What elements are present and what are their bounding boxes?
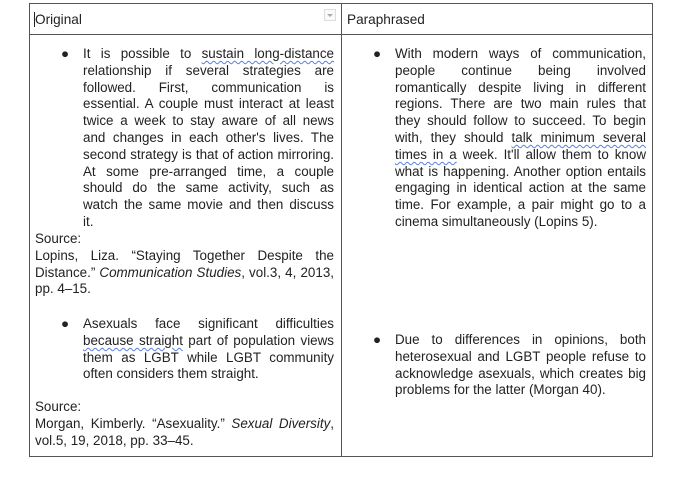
paraphrase-text-1: With modern ways of communication, people continue being involved romantically despite living in different regions. There are two main rules that they should follow to succeed. To begin with, they should talk minimum several times in a week. It'll allow them to know what is happening. Another option entails engaging in identical action at the same time. For example, a pair might go to a cinema simultaneously (Lopins 5). — [395, 46, 646, 229]
citation-1: Lopins, Liza. “Staying Together Despite the Distance.” Communication Studies, vol.3, 4, 2013, pp. 4–15. — [35, 247, 334, 297]
header-original-label: Original — [35, 12, 82, 27]
spellcheck-underline: talk minimum several times in a — [395, 129, 646, 162]
original-text-2: Asexuals face significant difficulties because straight part of population views them as LGBT while LGBT community often considers them straight. — [83, 316, 334, 382]
comparison-table — [29, 3, 653, 457]
source-block-1[interactable] — [35, 231, 334, 298]
original-text-1: It is possible to sustain long-distance relationship if several strategies are followed. First, communication is essential. A couple must interact at least twice a week to stay aware of all news and changes in each other's lives. The second strategy is that of action mirroring. At some pre-arranged time, a couple should do the same activity, such as watch the same movie and then discuss it. — [83, 46, 334, 229]
text-cursor — [34, 12, 35, 27]
spellcheck-underline: because straight — [83, 332, 183, 348]
bullet-dot: ● — [61, 46, 70, 61]
source-block-2[interactable] — [35, 399, 334, 449]
spellcheck-underline: sustain long-distance — [201, 46, 334, 61]
citation-2: Morgan, Kimberly. “Asexuality.” Sexual Diversity, vol.5, 19, 2018, pp. 33–45. — [35, 415, 334, 448]
bullet-dot: ● — [61, 316, 70, 331]
chevron-down-icon[interactable] — [324, 9, 336, 21]
bullet-dot: ● — [373, 46, 382, 61]
header-paraphrased-label: Paraphrased — [347, 12, 425, 27]
source-label-2: Source: — [35, 399, 82, 414]
paraphrase-text-2: Due to differences in opinions, both heterosexual and LGBT people refuse to acknowledge asexuals, which creates big problems for the latter (Morgan 40). — [395, 332, 646, 398]
source-label-1: Source: — [35, 231, 82, 246]
column-divider — [341, 34, 342, 457]
header-original-cell[interactable] — [30, 4, 342, 35]
header-paraphrased-cell[interactable] — [342, 4, 652, 35]
bullet-dot: ● — [373, 332, 382, 347]
